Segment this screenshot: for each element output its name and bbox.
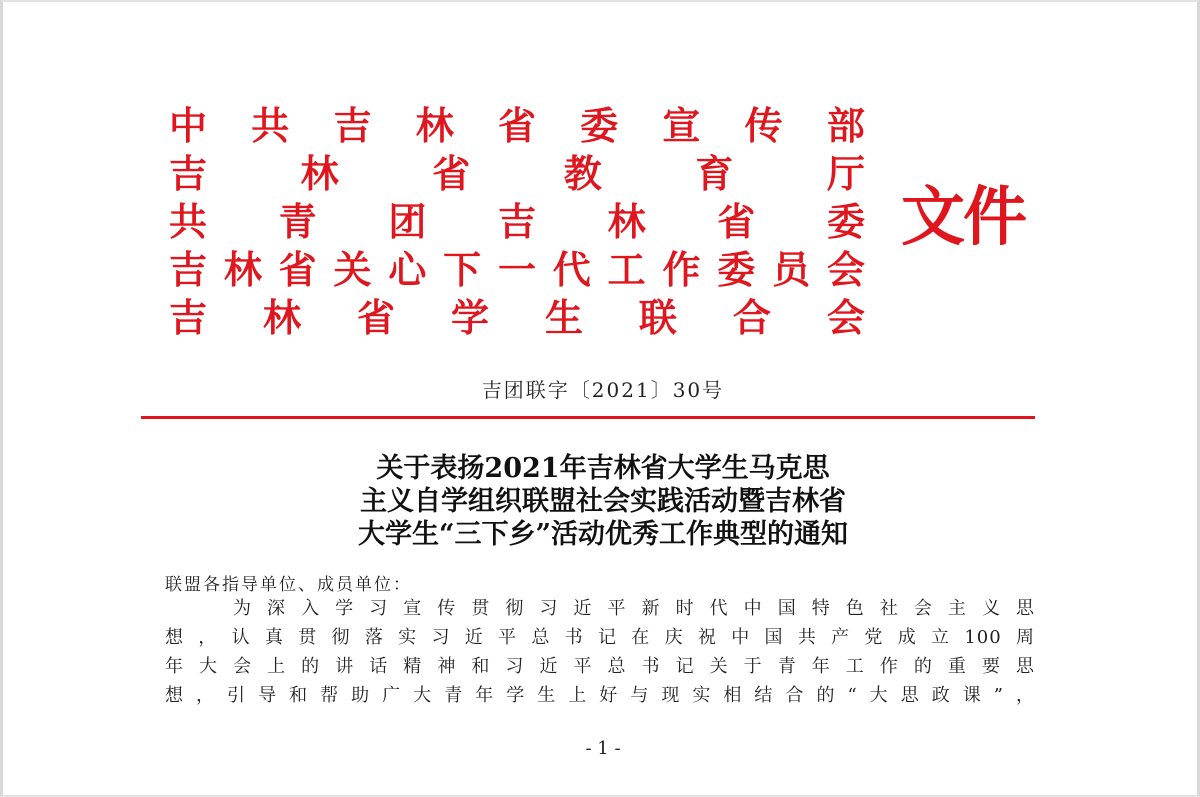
title-line: 大学生“三下乡”活动优秀工作典型的通知 xyxy=(357,519,849,550)
organization-char: 工 xyxy=(607,247,646,292)
organization-char: 林 xyxy=(415,103,454,148)
organization-char: 一 xyxy=(497,247,536,292)
organization-char: 作 xyxy=(662,247,701,292)
organization-char: 林 xyxy=(607,199,646,244)
organization-char: 省 xyxy=(278,247,317,292)
organization-char: 省 xyxy=(432,151,471,196)
page-number: - 1 - xyxy=(585,738,621,759)
document-number: 吉团联字〔2021〕30号 xyxy=(481,378,725,402)
organization-char: 学 xyxy=(450,295,489,340)
organization-char: 林 xyxy=(300,151,339,196)
organization-char: 部 xyxy=(826,103,865,148)
document-title xyxy=(143,452,1063,551)
organization-char: 育 xyxy=(695,151,734,196)
organization-char: 吉 xyxy=(169,295,208,340)
organization-line xyxy=(169,246,865,294)
organization-char: 中 xyxy=(169,103,208,148)
issuing-organizations xyxy=(169,102,865,342)
organization-char: 教 xyxy=(563,151,602,196)
organization-char: 会 xyxy=(826,295,865,340)
body-line: 为深入学习宣传贯彻习近平新时代中国特色社会主义思 xyxy=(233,598,1035,619)
title-line: 关于表扬2021年吉林省大学生马克思 xyxy=(376,453,830,484)
document-mark: 文件 xyxy=(901,180,1025,255)
organization-char: 心 xyxy=(388,247,427,292)
organization-char: 宣 xyxy=(662,103,701,148)
organization-char: 团 xyxy=(388,199,427,244)
body-line: 年大会上的讲话精神和习近平总书记关于青年工作的重要思 xyxy=(165,656,1035,677)
organization-char: 委 xyxy=(717,247,756,292)
organization-char: 关 xyxy=(333,247,372,292)
body-paragraph xyxy=(165,594,1035,710)
organization-char: 林 xyxy=(223,247,262,292)
title-line: 主义自学组织联盟社会实践活动暨吉林省 xyxy=(360,486,846,517)
organization-char: 员 xyxy=(772,247,811,292)
organization-char: 吉 xyxy=(169,247,208,292)
organization-line xyxy=(169,102,865,150)
salutation: 联盟各指导单位、成员单位： xyxy=(165,575,412,595)
organization-char: 吉 xyxy=(169,151,208,196)
body-line: 想，认真贯彻落实习近平总书记在庆祝中国共产党成立100周 xyxy=(165,627,1035,648)
organization-line xyxy=(169,198,865,246)
organization-char: 传 xyxy=(744,103,783,148)
organization-char: 林 xyxy=(262,295,301,340)
organization-char: 联 xyxy=(638,295,677,340)
organization-line xyxy=(169,150,865,198)
red-divider-rule xyxy=(141,416,1035,419)
organization-char: 共 xyxy=(251,103,290,148)
organization-char: 吉 xyxy=(333,103,372,148)
body-line: 想，引导和帮助广大青年学生上好与现实相结合的“大思政课”， xyxy=(165,685,1035,706)
organization-char: 生 xyxy=(544,295,583,340)
organization-char: 厅 xyxy=(826,151,865,196)
organization-line xyxy=(169,294,865,342)
organization-char: 代 xyxy=(552,247,591,292)
organization-char: 下 xyxy=(443,247,482,292)
organization-char: 省 xyxy=(356,295,395,340)
organization-char: 省 xyxy=(497,103,536,148)
organization-char: 委 xyxy=(826,199,865,244)
organization-char: 共 xyxy=(169,199,208,244)
organization-char: 吉 xyxy=(497,199,536,244)
organization-char: 青 xyxy=(278,199,317,244)
organization-char: 委 xyxy=(580,103,619,148)
organization-char: 省 xyxy=(717,199,756,244)
organization-char: 合 xyxy=(732,295,771,340)
organization-char: 会 xyxy=(826,247,865,292)
